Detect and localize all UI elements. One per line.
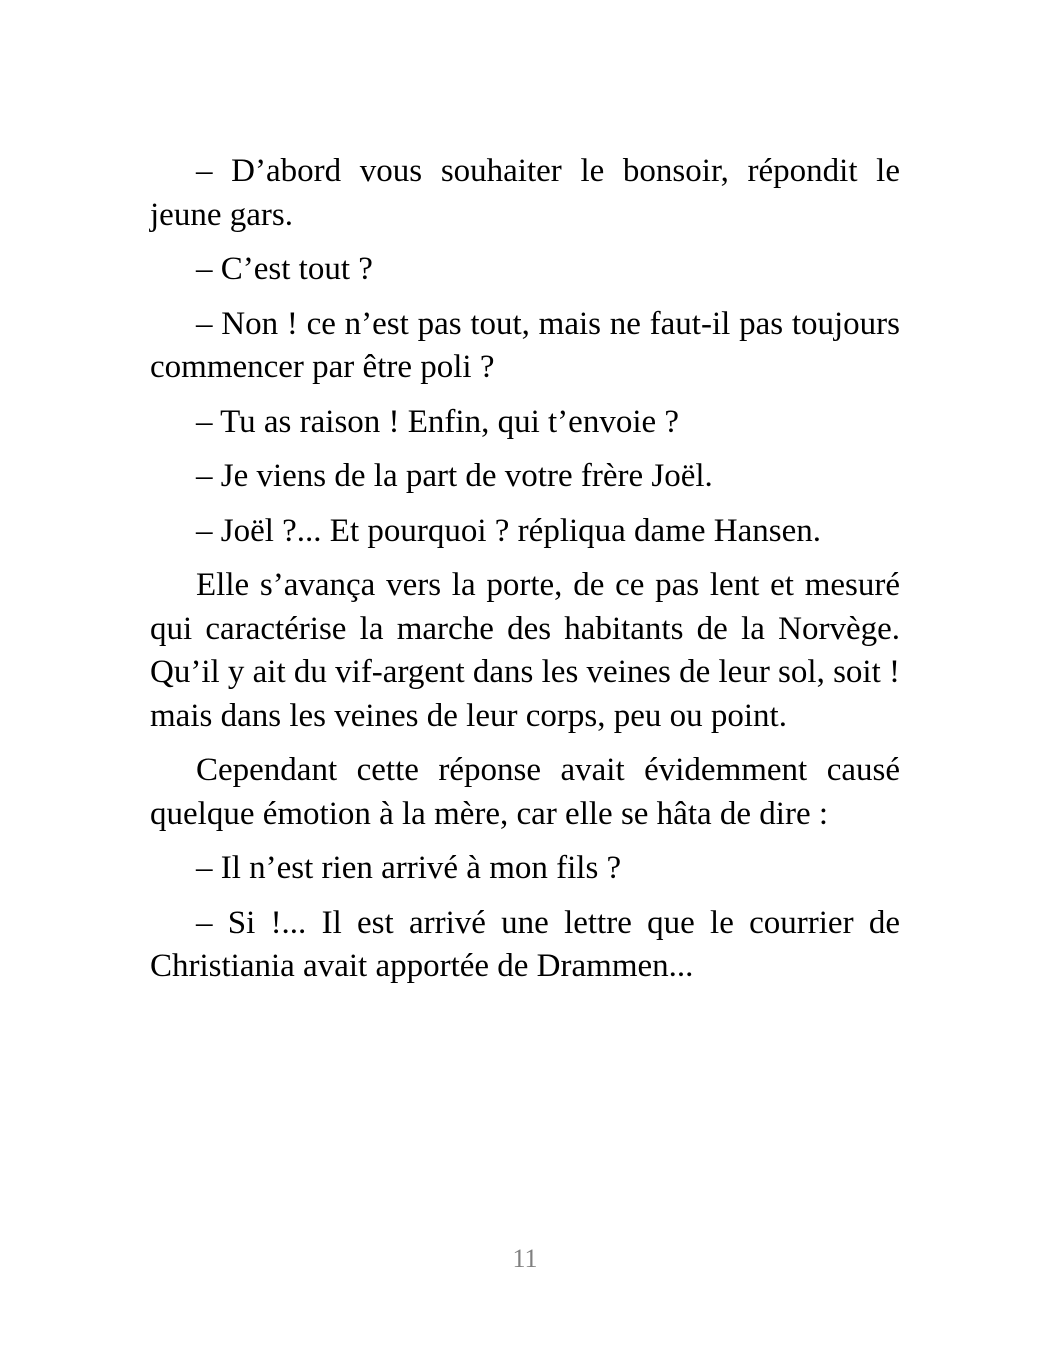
dialogue-paragraph: – Je viens de la part de votre frère Joël. <box>196 458 713 494</box>
dialogue-paragraph: – Il n’est rien arrivé à mon fils ? <box>196 850 622 886</box>
page-number: 11 <box>512 1244 538 1273</box>
narrative-paragraph: Elle s’avança vers la porte, de ce pas lent et mesuré qui caractérise la marche des habitants de la Norvège. Qu’il y ait du vif-argent dans les veines de leur sol, soit ! mais dans les veines de leur corps, peu ou point. <box>150 567 900 734</box>
narrative-paragraph: Cependant cette réponse avait évidemment causé quelque émotion à la mère, car elle se hâta de dire : <box>150 752 900 832</box>
dialogue-paragraph: – Si !... Il est arrivé une lettre que le courrier de Christiania avait apportée de Drammen... <box>150 904 900 984</box>
page-body <box>150 150 900 1000</box>
dialogue-paragraph: – D’abord vous souhaiter le bonsoir, répondit le jeune gars. <box>150 153 900 233</box>
dialogue-paragraph: – C’est tout ? <box>196 251 373 287</box>
dialogue-paragraph: – Non ! ce n’est pas tout, mais ne faut-il pas toujours commencer par être poli ? <box>150 305 900 385</box>
dialogue-paragraph: – Joël ?... Et pourquoi ? répliqua dame Hansen. <box>196 512 821 549</box>
dialogue-paragraph: – Tu as raison ! Enfin, qui t’envoie ? <box>196 403 680 440</box>
